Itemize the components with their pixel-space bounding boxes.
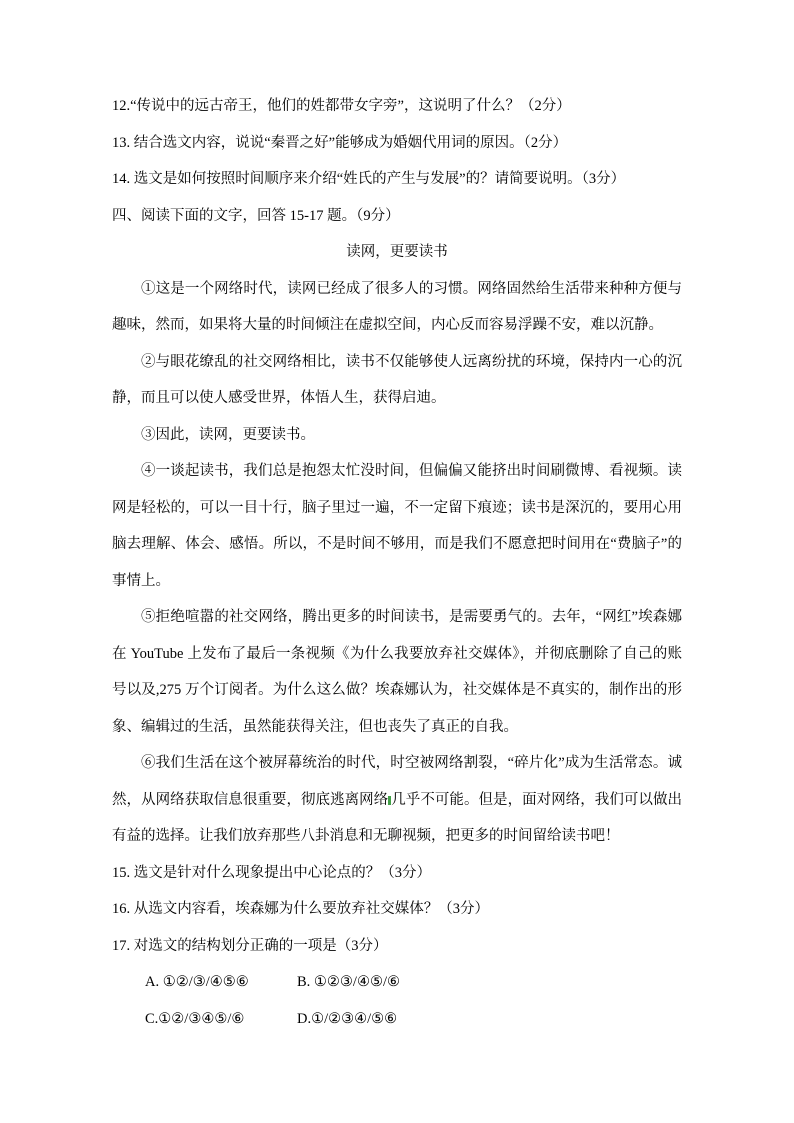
option-c: C.①②/③④⑤/⑥ <box>145 1010 245 1027</box>
essay-paragraph-4: ④一谈起读书，我们总是抱怨太忙没时间，但偏偏又能挤出时间刷微博、看视频。读网是轻松的，可以一目十行，脑子里过一遍，不一定留下痕迹；读书是深沉的，要用心用脑去理解、体会、感悟。所以，不是时间不够用，而是我们不愿意把时间用在“费脑子”的事情上。 <box>112 463 682 589</box>
question-12: 12.“传说中的远古帝王，他们的姓都带女字旁”，这说明了什么？（2分） <box>112 98 571 114</box>
question-17: 17. 对选文的结构划分正确的一项是（3分） <box>112 937 388 954</box>
essay-paragraph-2: ②与眼花缭乱的社交网络相比，读书不仅能够使人远离纷扰的环境，保持内一心的沉静，而且可以使人感受世界，体悟人生，获得启迪。 <box>112 353 682 406</box>
question-13: 13. 结合选文内容，说说“秦晋之好”能够成为婚姻代用词的原因。（2分） <box>112 134 568 151</box>
question-14: 14. 选文是如何按照时间顺序来介绍“姓氏的产生与发展”的？请简要说明。（3分） <box>112 171 626 187</box>
essay-paragraph-6-text-a: ⑥我们生活在这个被屏幕统治的时代，时空被网络割裂，“碎片化”成为生活常态。诚然，从网络获取信息很重要，彻底逃离网络 <box>112 755 682 808</box>
essay-title: 读网，更要读书 <box>346 244 448 260</box>
essay-paragraph-5: ⑤拒绝喧嚣的社交网络，腾出更多的时间读书，是需要勇气的。去年，“网红”埃森娜在 YouTube 上发布了最后一条视频《为什么我要放弃社交媒体》，并彻底删除了自己的账号以及,275 万个订阅者。为什么这么做？埃森娜认为，社交媒体是不真实的，制作出的形象、编辑过的生活，虽然能获得关注，但也丧失了真正的自我。 <box>112 609 682 735</box>
question-16: 16. 从选文内容看，埃森娜为什么要放弃社交媒体？（3分） <box>112 901 489 917</box>
essay-paragraph-6 <box>112 745 682 855</box>
essay-paragraph-6-text-b: 几乎不可能。但是，面对网络，我们可以做出有益的选择。让我们放弃那些八卦消息和无聊视频，把更多的时间留给读书吧！ <box>112 791 683 844</box>
option-a: A. ①②/③/④⑤⑥ <box>145 974 249 990</box>
option-d: D.①/②③④/⑤⑥ <box>297 1010 398 1027</box>
section-four-heading: 四、阅读下面的文字，回答 15-17 题。（9分） <box>112 207 400 224</box>
options-row-cd <box>112 1001 682 1038</box>
question-15: 15. 选文是针对什么现象提出中心论点的？（3分） <box>112 864 431 881</box>
essay-paragraph-1: ①这是一个网络时代，读网已经成了很多人的习惯。网络固然给生活带来种种方便与趣味，然而，如果将大量的时间倾注在虚拟空间，内心反而容易浮躁不安，难以沉静。 <box>112 280 682 333</box>
document-content <box>112 88 682 1037</box>
essay-paragraph-3: ③因此，读网，更要读书。 <box>141 426 315 443</box>
option-b: B. ①②③/④⑤/⑥ <box>297 974 400 990</box>
options-row-ab <box>112 964 682 1001</box>
